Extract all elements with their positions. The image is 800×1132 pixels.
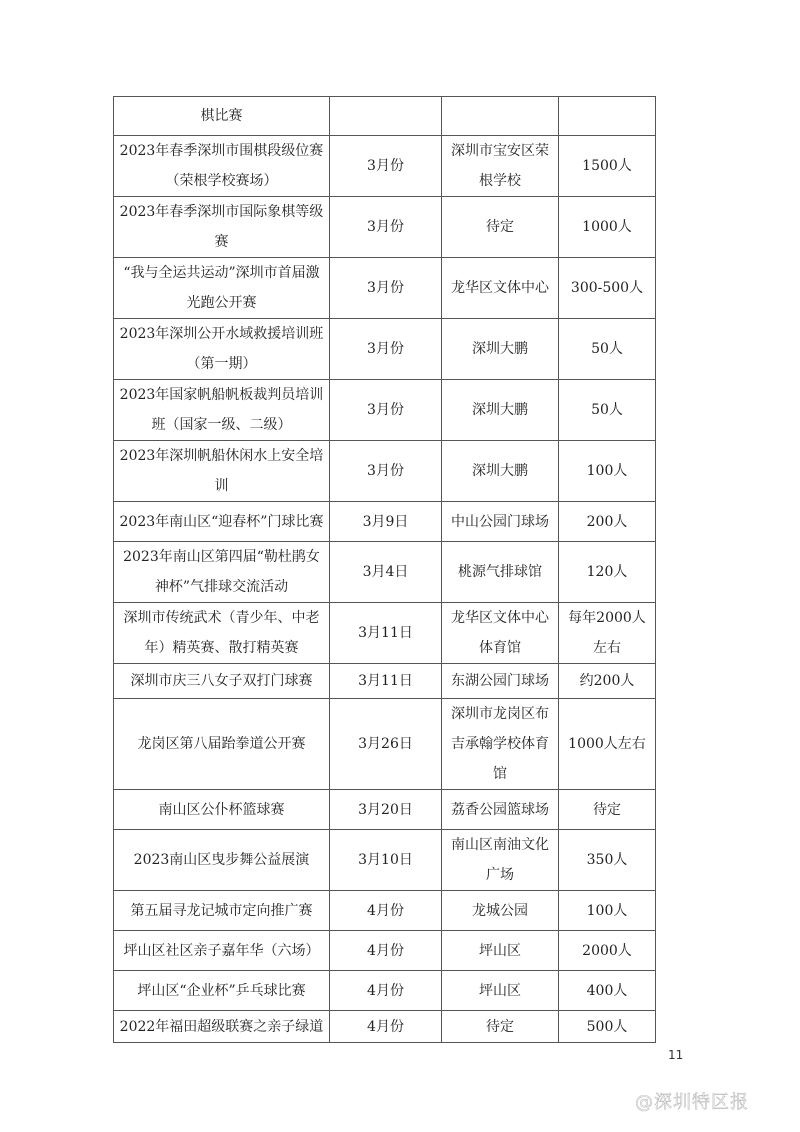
date-cell: 3月份	[330, 197, 442, 258]
table-row	[114, 1011, 656, 1043]
event-cell: 坪山区“企业杯”乒乓球比赛	[114, 971, 330, 1011]
venue-cell: 南山区南油文化广场	[442, 830, 559, 891]
venue-cell: 深圳大鹏	[442, 380, 559, 441]
scale-cell: 120人	[559, 542, 656, 603]
table-row	[114, 664, 656, 699]
event-cell: 2022年福田超级联赛之亲子绿道	[114, 1011, 330, 1043]
table-row	[114, 197, 656, 258]
scale-cell	[559, 97, 656, 136]
event-cell: 坪山区社区亲子嘉年华（六场）	[114, 931, 330, 971]
venue-cell: 东湖公园门球场	[442, 664, 559, 699]
date-cell: 3月10日	[330, 830, 442, 891]
scale-cell: 350人	[559, 830, 656, 891]
venue-cell	[442, 97, 559, 136]
event-cell: 2023年深圳帆船休闲水上安全培训	[114, 441, 330, 502]
scale-cell: 300-500人	[559, 258, 656, 319]
event-cell: 龙岗区第八届跆拳道公开赛	[114, 699, 330, 790]
scale-cell: 1000人左右	[559, 699, 656, 790]
date-cell: 4月份	[330, 891, 442, 931]
venue-cell: 龙华区文体中心	[442, 258, 559, 319]
event-cell: 2023南山区曳步舞公益展演	[114, 830, 330, 891]
date-cell	[330, 97, 442, 136]
venue-cell: 待定	[442, 1011, 559, 1043]
table-row	[114, 699, 656, 790]
date-cell: 3月份	[330, 319, 442, 380]
watermark	[635, 1088, 749, 1114]
date-cell: 3月11日	[330, 603, 442, 664]
scale-cell: 约200人	[559, 664, 656, 699]
scale-cell: 500人	[559, 1011, 656, 1043]
date-cell: 3月份	[330, 441, 442, 502]
scale-cell: 1000人	[559, 197, 656, 258]
date-cell: 3月9日	[330, 502, 442, 542]
venue-cell: 龙华区文体中心体育馆	[442, 603, 559, 664]
scale-cell: 100人	[559, 441, 656, 502]
table-row	[114, 258, 656, 319]
date-cell: 4月份	[330, 1011, 442, 1043]
date-cell: 3月11日	[330, 664, 442, 699]
event-cell: 南山区公仆杯篮球赛	[114, 790, 330, 830]
scale-cell: 50人	[559, 380, 656, 441]
venue-cell: 深圳市宝安区荣根学校	[442, 136, 559, 197]
page-number: 11	[668, 1048, 684, 1062]
table-row	[114, 891, 656, 931]
event-cell: 2023年南山区“迎春杯”门球比赛	[114, 502, 330, 542]
table-row	[114, 542, 656, 603]
events-table-body	[114, 97, 656, 1043]
table-row	[114, 603, 656, 664]
event-cell: 2023年南山区第四届“勒杜鹃女神杯”气排球交流活动	[114, 542, 330, 603]
scale-cell: 每年2000人左右	[559, 603, 656, 664]
venue-cell: 待定	[442, 197, 559, 258]
date-cell: 4月份	[330, 971, 442, 1011]
table-row	[114, 136, 656, 197]
date-cell: 4月份	[330, 931, 442, 971]
date-cell: 3月20日	[330, 790, 442, 830]
table-row	[114, 441, 656, 502]
event-cell: 2023年国家帆船帆板裁判员培训班（国家一级、二级）	[114, 380, 330, 441]
table-row	[114, 380, 656, 441]
date-cell: 3月4日	[330, 542, 442, 603]
venue-cell: 龙城公园	[442, 891, 559, 931]
scale-cell: 待定	[559, 790, 656, 830]
venue-cell: 深圳市龙岗区布吉承翰学校体育馆	[442, 699, 559, 790]
table-row	[114, 790, 656, 830]
scale-cell: 2000人	[559, 931, 656, 971]
events-table	[113, 96, 656, 1043]
venue-cell: 坪山区	[442, 971, 559, 1011]
event-cell: 深圳市传统武术（青少年、中老年）精英赛、散打精英赛	[114, 603, 330, 664]
scale-cell: 50人	[559, 319, 656, 380]
watermark-text: @深圳特区报	[635, 1092, 749, 1113]
date-cell: 3月份	[330, 380, 442, 441]
venue-cell: 深圳大鹏	[442, 319, 559, 380]
scale-cell: 200人	[559, 502, 656, 542]
event-cell: 第五届寻龙记城市定向推广赛	[114, 891, 330, 931]
event-cell: 2023年春季深圳市国际象棋等级赛	[114, 197, 330, 258]
table-row	[114, 931, 656, 971]
event-cell: “我与全运共运动”深圳市首届激光跑公开赛	[114, 258, 330, 319]
table-row	[114, 97, 656, 136]
event-cell: 2023年春季深圳市围棋段级位赛（荣根学校赛场）	[114, 136, 330, 197]
table-row	[114, 319, 656, 380]
venue-cell: 坪山区	[442, 931, 559, 971]
table-row	[114, 830, 656, 891]
venue-cell: 中山公园门球场	[442, 502, 559, 542]
event-cell: 棋比赛	[114, 97, 330, 136]
event-cell: 2023年深圳公开水域救援培训班（第一期）	[114, 319, 330, 380]
date-cell: 3月份	[330, 258, 442, 319]
scale-cell: 100人	[559, 891, 656, 931]
scale-cell: 1500人	[559, 136, 656, 197]
venue-cell: 深圳大鹏	[442, 441, 559, 502]
venue-cell: 荔香公园篮球场	[442, 790, 559, 830]
date-cell: 3月26日	[330, 699, 442, 790]
venue-cell: 桃源气排球馆	[442, 542, 559, 603]
table-row	[114, 502, 656, 542]
date-cell: 3月份	[330, 136, 442, 197]
table-row	[114, 971, 656, 1011]
event-cell: 深圳市庆三八女子双打门球赛	[114, 664, 330, 699]
scale-cell: 400人	[559, 971, 656, 1011]
